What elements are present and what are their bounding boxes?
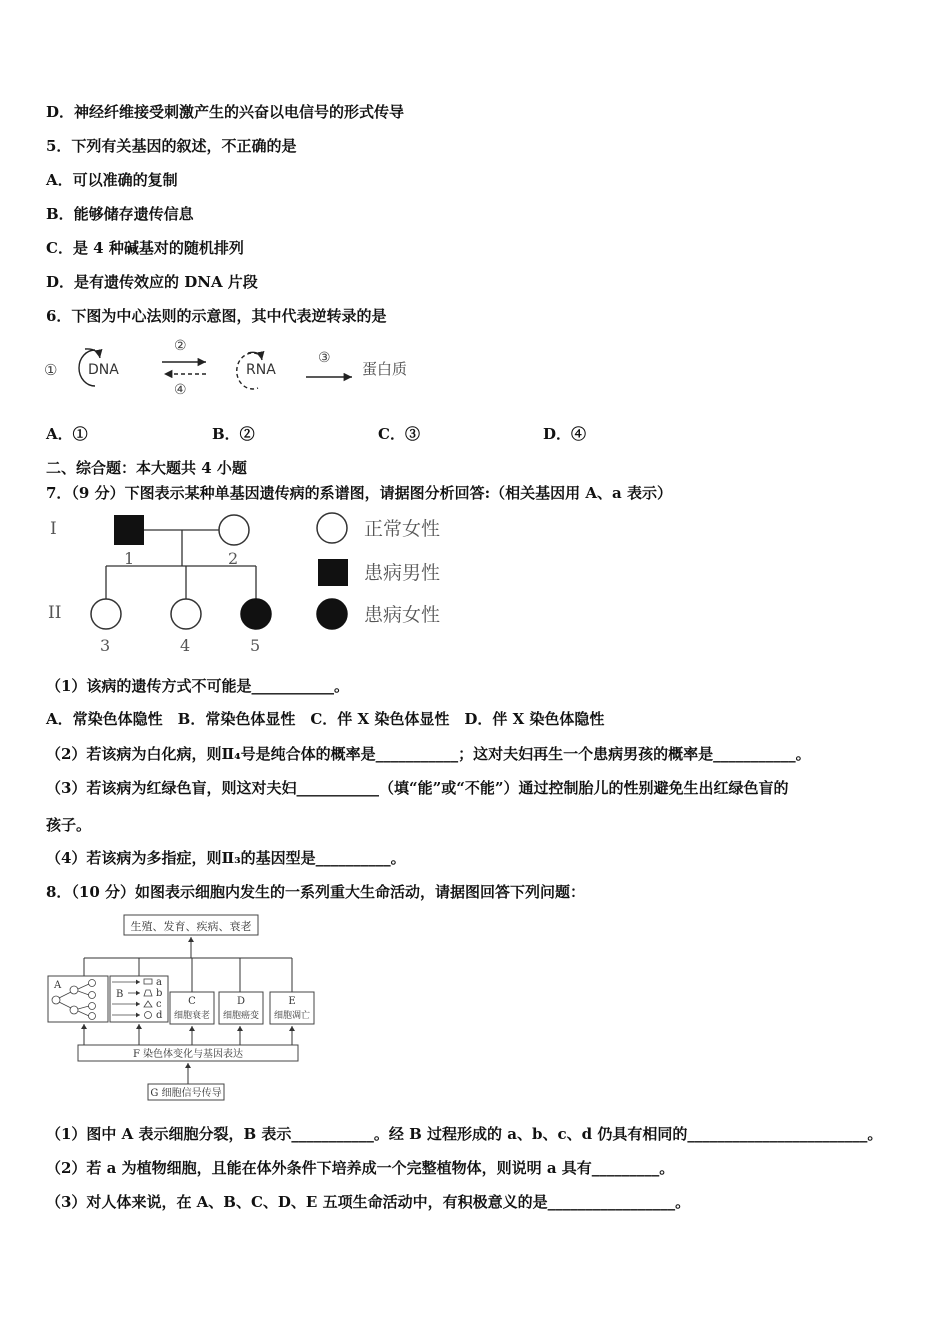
dna-replication-arrow [85,349,100,358]
svg-text:c: c [156,999,162,1010]
individual-I2-normal-female [219,515,249,545]
legend-affected-male-symbol [318,559,348,586]
individual-4-number: 4 [180,636,191,655]
svg-text:G 细胞信号传导: G 细胞信号传导 [150,1088,222,1099]
q7-stem: 7．（9 分）下图表示某种单基因遗传病的系谱图，请据图分析回答:（相关基因用 A、a 表示） [46,484,672,502]
individual-II4-normal-female [171,599,201,629]
q7-sub3-line2: 孩子。 [46,816,92,834]
individual-I1-affected-male [114,515,144,545]
legend-affected-female-symbol [317,599,347,629]
q6-option-a: A．① [46,425,88,443]
legend-normal-female-label: 正常女性 [364,518,441,540]
label-1: ① [44,361,58,379]
q5-option-b: B．能够储存遗传信息 [46,205,194,223]
label-2: ② [174,338,187,354]
svg-text:C: C [188,996,196,1007]
legend-affected-male-label: 患病男性 [364,562,441,584]
svg-text:d: d [156,1010,163,1021]
individual-1-number: 1 [124,549,135,568]
dna-label: DNA [88,362,119,378]
section-2-title: 二、综合题：本大题共 4 小题 [46,459,247,477]
q5-option-d: D．是有遗传效应的 DNA 片段 [46,273,258,291]
q7-sub2: （2）若该病为白化病，则Ⅱ₄号是纯合体的概率是___________；这对夫妇再生一个患病男孩的概率是___________。 [46,745,811,763]
q6-option-b: B．② [212,425,255,443]
q7-sub1: （1）该病的遗传方式不可能是___________。 [46,677,349,695]
pedigree-chart [44,508,464,658]
label-4: ④ [174,382,187,398]
individual-II5-affected-female [241,599,271,629]
individual-3-number: 3 [100,636,111,655]
legend-normal-female-symbol [317,513,347,543]
central-dogma-diagram [40,332,440,402]
svg-text:b: b [156,988,163,999]
cell-life-activity-diagram [44,910,334,1106]
svg-text:F 染色体变化与基因表达: F 染色体变化与基因表达 [132,1049,244,1060]
svg-text:E: E [288,996,296,1007]
q8-stem: 8．（10 分）如图表示细胞内发生的一系列重大生命活动，请据图回答下列问题： [46,883,586,901]
svg-text:细胞凋亡: 细胞凋亡 [273,1011,311,1021]
q8-sub1: （1）图中 A 表示细胞分裂，B 表示___________。经 B 过程形成的 a、b、c、d 仍具有相同的________________________。 [46,1125,883,1143]
generation-2-label: II [48,603,62,623]
label-3: ③ [318,350,331,366]
q6-stem: 6．下图为中心法则的示意图，其中代表逆转录的是 [46,307,387,325]
individual-5-number: 5 [250,636,261,655]
q6-option-d: D．④ [543,425,587,443]
svg-text:细胞衰老: 细胞衰老 [173,1011,211,1021]
rna-label: RNA [246,362,276,378]
q4-option-d: D．神经纤维接受刺激产生的兴奋以电信号的形式传导 [46,103,405,121]
legend-affected-female-label: 患病女性 [364,604,441,626]
protein-label: 蛋白质 [362,360,408,378]
q7-sub3-line1: （3）若该病为红绿色盲，则这对夫妇___________（填“能”或“不能”）通过控制胎儿的性别避免生出红绿色盲的 [46,779,789,797]
box-b-letter: B [116,989,124,1000]
q5-stem: 5．下列有关基因的叙述，不正确的是 [46,137,297,155]
individual-II3-normal-female [91,599,121,629]
svg-text:细胞癌变: 细胞癌变 [222,1011,260,1021]
q8-sub3: （3）对人体来说，在 A、B、C、D、E 五项生命活动中，有积极意义的是_________________。 [46,1193,691,1211]
individual-2-number: 2 [228,549,239,568]
svg-text:D: D [236,996,246,1007]
q5-option-c: C．是 4 种碱基对的随机排列 [46,239,244,257]
q7-sub1-options: A．常染色体隐性 B．常染色体显性 C．伴 X 染色体显性 D．伴 X 染色体隐性 [46,710,605,728]
q7-sub4: （4）若该病为多指症，则Ⅱ₃的基因型是__________。 [46,849,406,867]
q5-option-a: A．可以准确的复制 [46,171,178,189]
box-a-letter: A [54,980,62,991]
svg-text:a: a [156,977,162,988]
q6-option-c: C．③ [378,425,420,443]
q8-sub2: （2）若 a 为植物细胞，且能在体外条件下培养成一个完整植物体，则说明 a 具有_________。 [46,1159,675,1177]
generation-1-label: I [50,519,57,539]
top-box-text: 生殖、发育、疾病、衰老 [130,920,252,933]
